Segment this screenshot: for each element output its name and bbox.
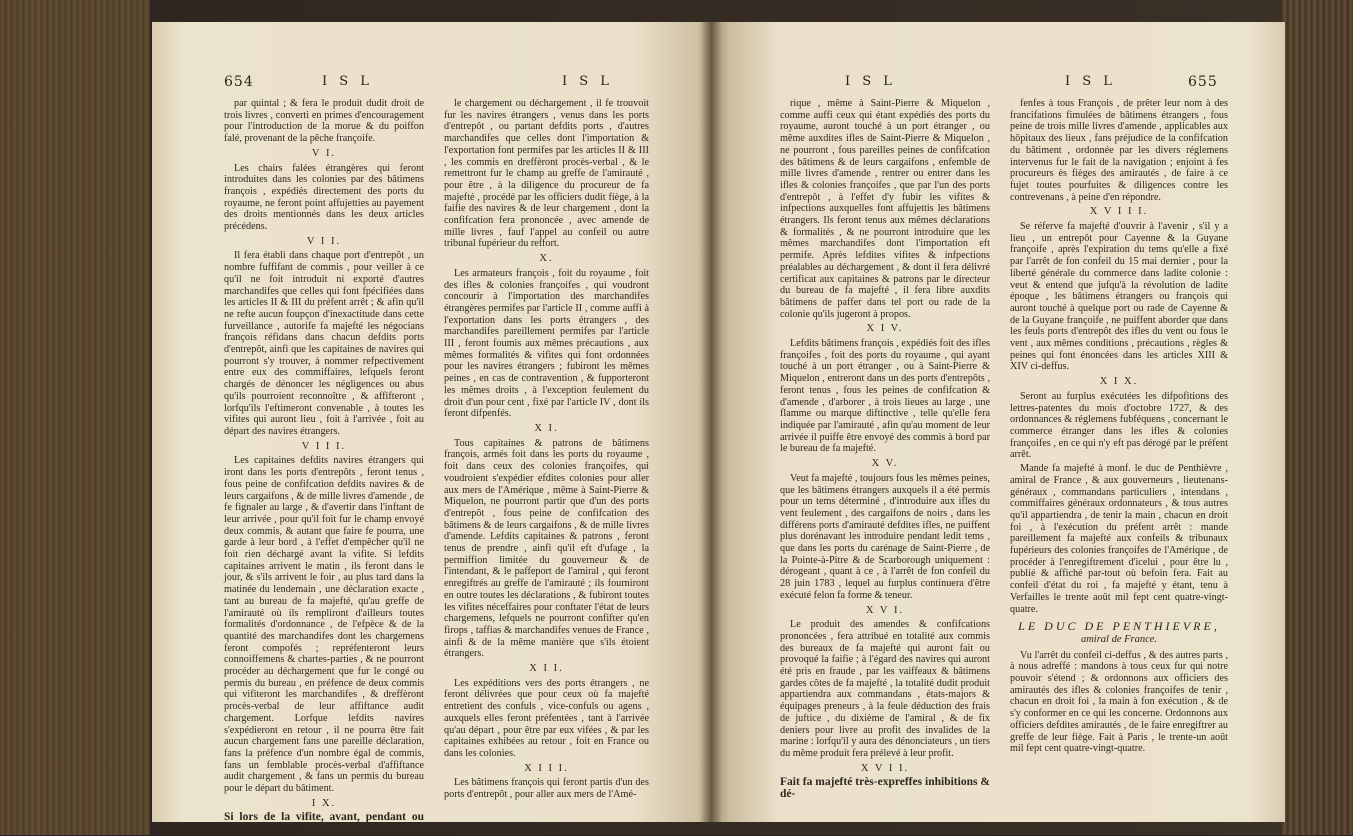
paragraph: Se réferve fa majefté d'ouvrir à l'avenir , s'il y a lieu , un entrepôt pour Cayenne & la Guyane françoife , après l'expiration du tems qu'elle a fixé par l'arrêt de fon confeil du 15 mai dernier , pour la liberté générale du commerce dans ladite colonie : veut & entend que jufqu'à la révolution de ladite époque , les bâtimens étrangers ou françois qui auront touché à quelque port ou rade de Cayenne & de la Guyane françoife , ne puiffent aborder que dans les feuls ports d'entrepôt des ifles du vent ou fous le vent , aux mêmes conditions , précautions , règles & peines qui font énoncées dans les articles XIII & XIV ci-deffus. [1010, 221, 1228, 373]
article-number: X V. [871, 458, 899, 470]
paragraph: Le produit des amendes & confifcations prononcées , fera attribué en totalité aux commis des bureaux de fa majefté qui auront fait ou provoqué la faifie ; à l'égard des navires qui auront été pris en fraude , par les vaiffeaux & bâtimens gardes côtes de fa majefté , la totalité dudit produit appartiendra aux commandans , états-majors & équipages preneurs , à la feule déduction des frais de juftice , du dixième de l'amiral , & de fix deniers pour livre au profit des invalides de la marine : lorfqu'il y aura des dénonciateurs , un tiers du même produit fera prélevé à leur profit. [780, 619, 990, 759]
article-number: X V I I I. [1089, 206, 1149, 218]
article-number: I X. [311, 797, 337, 809]
book-edge-left [0, 0, 150, 835]
article-number: X V I. [865, 604, 905, 616]
paragraph: Mande fa majefté à monf. le duc de Penthièvre , amiral de France , & aux gouverneurs , lieutenans-généraux , commandans particuliers , intendans , commiffaires généraux ordonnateurs , & tous autres qu'il appartiendra , de tenir la main , chacun en droit foi , à l'exécution du préfent arrêt : mande pareillement fa majefté aux confeils & tribunaux fupérieurs des colonies françoifes de l'Amérique , de procéder à l'enregiftrement d'icelui , pour être lu , publié & affiché par-tout où befoin fera. Fait au confeil d'état du roi , fa majefté y étant, tenu à Verfailles le trente août mil fept cent quatre-vingt-quatre. [1010, 463, 1228, 615]
signature-title: LE DUC DE PENTHIEVRE, [1018, 619, 1220, 634]
left-column-1 [224, 98, 424, 836]
paragraph: le chargement ou déchargement , il fe trouvoit fur les navires étrangers , venus dans les ports d'entrepôt , ou partant defdits ports , d'autres marchandifes que celles dont l'importation & l'exportation font permifes par les articles II & III , les commis en dreffèront procès-verbal , & le remettront fur le champ au greffe de l'amirauté , pour être , à la diligence du procureur de fa majefté , procédé par les officiers dudit fiège, à la faifie des navires & de leur chargement , dont la confifcation fera prononcée , avec amende de mille livres , fauf l'appel au confeil ou autre tribunal fupérieur du reffort. [444, 98, 649, 250]
article-number: X I X. [1099, 376, 1139, 388]
article-number: X I I I. [524, 762, 569, 774]
paragraph: Les expéditions vers des ports étrangers , ne feront délivrées que pour ceux où fa majefté entretient des confuls , vice-confuls ou agens , auxquels elles feront préfentées , tant à l'arrivée qu'au départ , pour être par eux vifées , & par les capitaines exhibées au retour , foit en France ou dans les colonies. [444, 677, 649, 759]
paragraph: Les capitaines defdits navires étrangers qui iront dans les ports d'entrepôts , feront tenus , fous peine de confifcation defdits navires & de leurs cargaifons , & de mille livres d'amende , de fe fignaler au large , & d'avertir dans l'inftant de leur arrivée , pour qu'il foit fur le champ envoyé deux commis, & autant que faire fe pourra, une garde à leur bord , à l'effet d'empêcher qu'il ne foit rien déchargé avant la vifite. Si lefdits capitaines arrivent le matin , ils feront dans le jour, & s'ils arrivent le foir , au plus tard dans la matinée du lendemain , une déclaration exacte , tant au bureau de fa majefté, qu'au greffe de l'amirauté où ils rempliront d'ailleurs toutes formalités d'ordonnance , de l'efpèce & de la quantité des marchandifes dont les chargemens feront compofés ; repréfenteront leurs connoiffemens & chartes-parties , & ne pourront procéder au déchargement que fur le congé ou permis du bureau , en préfence de deux commis qui vifiteront les marchandifes , & dreffèront procès-verbal de leur affiftance audit chargement. Lorfque lefdits navires s'expédieront en retour , il ne pourra être fait aucun chargement fans une pareille déclaration, fans la préfence d'un nombre égal de commis, fans un femblable procès-verbal d'affiftance audit chargement , & fans un permis du bureau pour le départ du bâtiment. [224, 455, 424, 795]
book-gutter [700, 22, 722, 822]
right-header-left: I S L [845, 74, 896, 89]
right-page [710, 22, 1285, 822]
paragraph: Les chairs falées étrangères qui feront introduites dans les colonies par des bâtimens françois , expédiés directement des ports du royaume, ne feront point affujetties au payement des droits mentionnés dans les deux articles précédens. [224, 162, 424, 233]
left-column-2 [444, 98, 649, 813]
paragraph: Les bâtimens françois qui feront partis d'un des ports d'entrepôt , pour aller aux mers de l'Amé- [444, 777, 649, 801]
paragraph: Il fera établi dans chaque port d'entrepôt , un nombre fuffifant de commis , pour veiller à ce qu'il ne foit introduit ni exporté d'autres marchandifes que celles qui font fpécifiées dans les articles II & III du préfent arrêt ; & afin qu'il ne refte aucun foupçon d'inexactitude dans cette furveillance , autorife fa majefté les négocians françois réfidans dans chacun defdits ports d'entrepôt, ainfi que les capitaines de navires qui pourront s'y trouver, à nommer refpectivement entre eux des commiffaires, lefquels feront chargés de dénoncer les négligences ou abus qu'ils pourroient reconnoître , & affifteront , lorfqu'ils l'eftimeront convenable , à toutes les vifites qui auront lieu , foit à l'arrivée , foit au départ des navires étrangers. [224, 250, 424, 437]
article-number: X I. [534, 422, 559, 434]
left-page [152, 22, 712, 836]
article-number: X V I I. [860, 762, 910, 774]
left-page-number: 654 [224, 74, 254, 90]
right-column-1 [780, 98, 990, 813]
paragraph: Les armateurs françois , foit du royaume , foit des ifles & colonies françoifes , qui voudront concourir à l'importation des marchandifes étrangères permifes par l'article II , comme auffi à l'exportation dans les ports étrangers , des marchandifes pareillement permifes par l'article III , feront foumis aux mêmes précautions , aux mêmes formalités & vifites qui font ordonnées pour les navires étrangers ; fubiront les mêmes peines , en cas de contravention , & fupporteront les mêmes droits , à l'exception feulement du droit d'un pour cent , fixé par l'article IV , dont ils feront difpenfés. [444, 267, 649, 420]
paragraph: Seront au furplus exécutées les difpofitions des lettres-patentes du mois d'octobre 1727, & des ordonnances & réglemens fubféquens , concernant le commerce étranger dans les ifles & colonies françoifes , en ce qui n'y eft pas dérogé par le préfent arrêt. [1010, 390, 1228, 461]
paragraph: Lefdits bâtimens françois , expédiés foit des ifles françoifes , foit des ports du royaume , qui ayant touché à un port étranger , ou à Saint-Pierre & Miquelon , entreront dans un des ports d'entrepôts , feront tenus , fous les peines de confifcation & d'amende , d'arborer , à trois lieues au large , une flamme ou marque diftinctive , telle qu'elle fera indiquée par l'amirauté , afin qu'au moment de leur arrivée il puiffe être envoyé des commis à bord par le bureau de fa majefté. [780, 338, 990, 455]
article-number: X I I. [529, 663, 564, 675]
book-edge-right [1282, 0, 1353, 835]
left-header-right: I S L [562, 74, 613, 89]
article-number: V I I. [306, 235, 342, 247]
paragraph: par quintal ; & fera le produit dudit droit de trois livres , converti en primes d'encouragement pour l'introduction de la morue & du poiffon falé, provenant de la pêche françoife. [224, 98, 424, 145]
right-column-2 [1010, 98, 1228, 813]
paragraph: Vu l'arrêt du confeil ci-deffus , & des autres parts , à nous adreffé : mandons à tous ceux fur qui notre pouvoir s'étend ; & ordonnons aux officiers des amirautés des ifles & colonies françoifes de tenir , chacun en droit foi , la main à fon exécution , & de s'y conformer en ce qui les concerne. Ordonnons aux officiers defdites amirautés , de le faire enregiftrer au greffe de leur fiège. Fait à Paris , le trente-un août mil fept cent quatre-vingt-quatre. [1010, 649, 1228, 755]
article-number: V I I I. [301, 440, 347, 452]
article-number: X I V. [866, 323, 904, 335]
paragraph: rique , même à Saint-Pierre & Miquelon , comme auffi ceux qui étant expédiés des ports du royaume, auront touché à un port étranger , ou même auxdites ifles de Saint-Pierre & Miquelon , ne pourront , fous pareilles peines de confifcation des bâtimens & de leurs cargaifons , enfemble de mille livres d'amende , rentrer ou entrer dans les ifles & colonies françoifes , que par l'un des ports d'entrepôt , à l'effet d'y fubir les vifites & infpections auxquelles font affujettis les bâtimens étrangers. Ils feront tenus aux mêmes déclarations & formalités , & ne pourront introduire que les mêmes marchandifes dont l'importation eft permife. Après lefdites vifites & infpections préalables au déchargement , & dont il fera délivré certificat aux capitaines & patrons par le directeur du bureau de fa majefté , il fera libre auxdits bâtimens de paffer dans tel port ou rade de la colonie qu'ils jugeront à propos. [780, 98, 990, 320]
paragraph: fenfes à tous François , de prêter leur nom à des francifations fimulées de bâtimens étrangers , fous peine de trois mille livres d'amende , applicables aux hôpitaux des lieux , fans préjudice de la confifcation du bâtiment , ordonnée par les divers réglemens intervenus fur le fait de la navigation ; enjoint à fes procureurs ès fièges des amirautés , de faire à ce fujet toutes pourfuites & diligences contre les contrevenans , à peine d'en répondre. [1010, 98, 1228, 203]
article-number: V I. [311, 147, 337, 159]
article-number: X. [539, 253, 554, 265]
right-page-number: 655 [1188, 74, 1218, 90]
signature-subtitle: amiral de France. [1080, 633, 1158, 645]
left-header-left: I S L [322, 74, 373, 89]
paragraph: Veut fa majefté , toujours fous les mêmes peines, que les bâtimens étrangers auxquels il a été permis pour un tems déterminé , d'introduire aux ifles du vent feulement , des cargaifons de noirs , dans les différens ports d'amirauté defdites ifles, ne puiffent plus dorénavant les introduire pendant ledit tems , que dans les ports du carénage de Saint-Pierre , de la Pointe-à-Pitre & de Scarborough uniquement : dérogeant , quant à ce , à l'arrêt de fon confeil du 28 juin 1783 , lequel au furplus continuera d'être exécuté felon fa forme & teneur. [780, 472, 990, 601]
paragraph: Tous capitaines & patrons de bâtimens françois, armés foit dans les ports du royaume , foit dans ceux des colonies françoifes, qui voudroient s'expédier efdites colonies pour aller aux mers de l'Amérique , même à Saint-Pierre & Miquelon, ne pourront partir que d'un des ports d'entrepôt , fous peine de confifcation des bâtimens & de leurs cargaifons , & de mille livres d'amende. Lefdits capitaines & patrons , feront tenus de prendre , ainfi qu'il eft d'ufage , la permiffion limitée du gouverneur & de l'intendant, & le paffeport de l'amiral , qui feront enregiftrés au greffe de l'amirauté ; ils fourniront en outre toutes les déclarations , & fubiront toutes les vifites néceffaires pour conftater l'état de leurs chargemens, lefquels ne pourront confifter qu'en firops , taffias & marchandifes venues de France , ainfi & de la même manière que s'ils étoient étrangers. [444, 437, 649, 660]
right-header-right: I S L [1065, 74, 1116, 89]
paragraph-start: Fait fa majefté très-expreffes inhibitions & dé- [780, 776, 990, 801]
paragraph-start: Si lors de la vifite, avant, pendant ou après [224, 811, 424, 836]
